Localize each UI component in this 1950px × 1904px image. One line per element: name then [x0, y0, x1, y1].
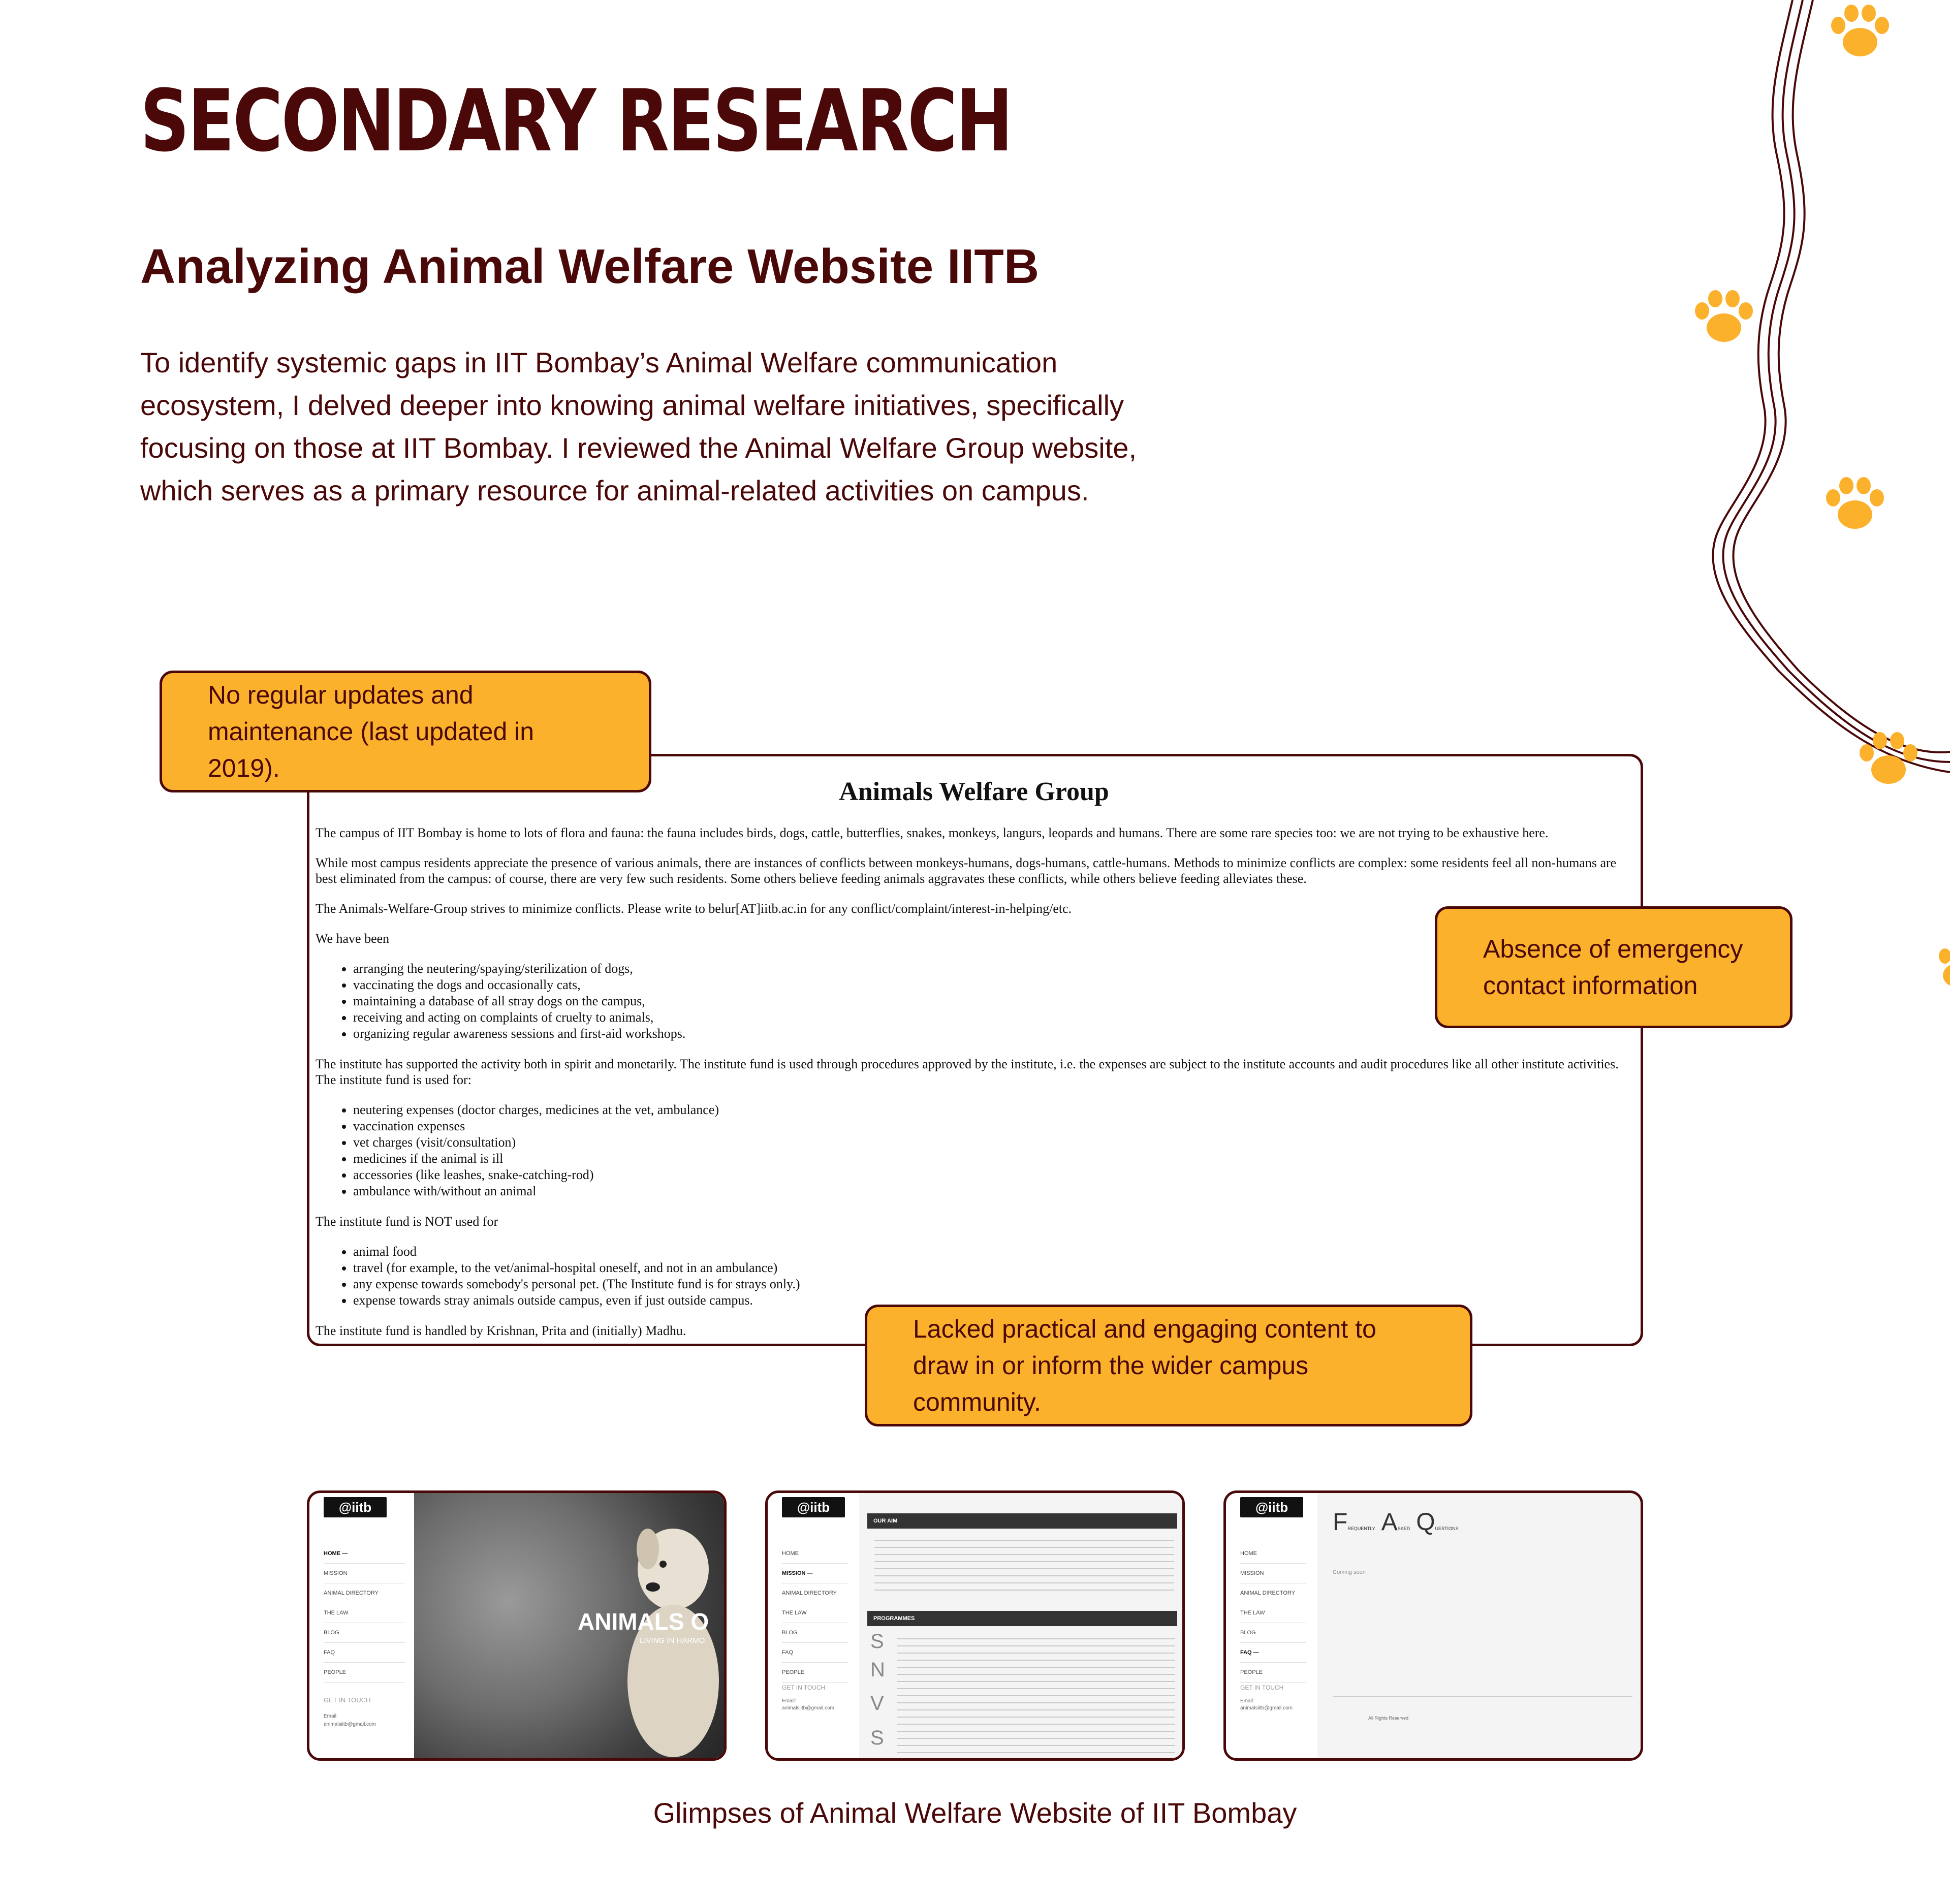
list-item: • animal food [353, 1244, 1634, 1260]
nav-item: ANIMAL DIRECTORY [782, 1583, 848, 1603]
email-label: Email: [782, 1698, 796, 1704]
site-nav [324, 1544, 405, 1683]
faq-word: UESTIONS [1435, 1526, 1459, 1531]
site-logo: @iitb [324, 1497, 387, 1517]
email-text: animalsiitb@gmail.com [324, 1722, 376, 1727]
callout-text: Lacked practical and engaging content to draw in or inform the wider campus community. [913, 1315, 1376, 1416]
decorative-squiggle [1677, 0, 1950, 1016]
footer-rights: All Rights Reserved [1368, 1716, 1409, 1721]
nav-item: BLOG [324, 1623, 405, 1643]
section-bar: OUR AIM [867, 1513, 1177, 1529]
faq-letter: A [1381, 1509, 1398, 1536]
thumbnail-mission [765, 1490, 1185, 1761]
email-label: Email: [1240, 1698, 1254, 1704]
list-item: • ambulance with/without an animal [353, 1183, 1634, 1199]
faq-heading [1333, 1508, 1459, 1536]
nav-item: MISSION [324, 1564, 405, 1583]
nav-item: PEOPLE [782, 1663, 848, 1683]
nav-item: FAQ [324, 1643, 405, 1663]
email-text: animalsiitb@gmail.com [1240, 1705, 1293, 1711]
nav-item: PEOPLE [1240, 1663, 1306, 1683]
list-item: • receiving and acting on complaints of cruelty to animals, [353, 1009, 1634, 1026]
website-paragraph: The campus of IIT Bombay is home to lots of flora and fauna: the fauna includes birds, dogs, cattle, butterflies, snakes, monkeys, langurs, leopards and humans. There are some rare species too: we are not trying to be exhaustive here. [316, 826, 1549, 840]
paw-print-icon [1691, 290, 1757, 345]
list-item: • vaccinating the dogs and occasionally cats, [353, 977, 1634, 993]
get-in-touch-label: GET IN TOUCH [782, 1684, 826, 1691]
get-in-touch-label: GET IN TOUCH [324, 1696, 371, 1704]
site-logo: @iitb [1240, 1497, 1303, 1517]
list-item: • travel (for example, to the vet/animal-hospital oneself, and not in an ambulance) [353, 1260, 1634, 1276]
gallery-caption: Glimpses of Animal Welfare Website of IIT Bombay [653, 1797, 1297, 1829]
placeholder-text-lines [874, 1537, 1174, 1593]
nav-item: ANIMAL DIRECTORY [1240, 1583, 1306, 1603]
email-label: Email: [324, 1713, 338, 1719]
list-item: • expense towards stray animals outside campus, even if just outside campus. [353, 1292, 1634, 1309]
list-item: • medicines if the animal is ill [353, 1151, 1634, 1167]
content-area [859, 1493, 1185, 1761]
callout-content [865, 1305, 1472, 1426]
coming-soon-text: Coming soon [1333, 1569, 1366, 1575]
website-paragraph: The institute has supported the activity both in spirit and monetarily. The institute fund is used through procedures approved by the institute, i.e. the expenses are subject to the institute accounts and audit procedures like all other institute activities. The institute fund is used for: [316, 1057, 1619, 1087]
fund-not-used-list [313, 1244, 1634, 1309]
nav-item: HOME — [324, 1544, 405, 1564]
programme-letter: S [870, 1727, 884, 1749]
website-screenshot [307, 754, 1643, 1346]
page-title: SECONDARY RESEARCH [140, 71, 1012, 171]
list-item: • accessories (like leashes, snake-catching-rod) [353, 1167, 1634, 1183]
nav-item: HOME [782, 1544, 848, 1564]
site-nav [782, 1544, 848, 1683]
section-subtitle: Analyzing Animal Welfare Website IITB [140, 239, 1040, 294]
nav-item: BLOG [1240, 1623, 1306, 1643]
list-item: • vaccination expenses [353, 1118, 1634, 1134]
nav-item: THE LAW [1240, 1603, 1306, 1623]
website-paragraph: We have been [316, 931, 390, 946]
paw-print-icon [1827, 4, 1893, 60]
hero-photo [414, 1493, 727, 1761]
nav-item: ANIMAL DIRECTORY [324, 1583, 405, 1603]
paw-print-icon [1822, 477, 1888, 532]
website-title: Animals Welfare Group [839, 777, 1109, 806]
nav-item: BLOG [782, 1623, 848, 1643]
thumbnail-faq [1223, 1490, 1643, 1761]
list-item: • vet charges (visit/consultation) [353, 1134, 1634, 1151]
intro-paragraph: To identify systemic gaps in IIT Bombay’s Animal Welfare communication ecosystem, I delved deeper into knowing animal welfare initiatives, specifically focusing on those at IIT Bombay. I reviewed the Animal Welfare Group website, which serves as a primary resource for animal-related activities on campus. [140, 346, 1137, 506]
faq-word: SKED [1397, 1526, 1410, 1531]
dog-silhouette-icon [617, 1513, 727, 1757]
email-text: animalsiitb@gmail.com [782, 1705, 834, 1711]
callout-updates [160, 671, 651, 792]
footer-divider [1333, 1696, 1632, 1697]
paw-print-icon [1938, 945, 1950, 991]
programme-letter: N [870, 1659, 885, 1681]
thumbnail-home [307, 1490, 727, 1761]
nav-item: FAQ [782, 1643, 848, 1663]
site-logo: @iitb [782, 1497, 845, 1517]
section-bar: PROGRAMMES [867, 1611, 1177, 1626]
list-item: • organizing regular awareness sessions and first-aid workshops. [353, 1026, 1634, 1042]
placeholder-text-lines [897, 1635, 1175, 1761]
list-item: • maintaining a database of all stray dogs on the campus, [353, 993, 1634, 1009]
callout-text: No regular updates and maintenance (last updated in 2019). [208, 681, 534, 782]
nav-item: HOME [1240, 1544, 1306, 1564]
list-item: • arranging the neutering/spaying/sterilization of dogs, [353, 961, 1634, 977]
hero-title: ANIMALS O [578, 1608, 709, 1635]
site-nav [1240, 1544, 1306, 1683]
fund-used-list [313, 1102, 1634, 1199]
get-in-touch-label: GET IN TOUCH [1240, 1684, 1284, 1691]
nav-item: MISSION [1240, 1564, 1306, 1583]
website-paragraph: The institute fund is handled by Krishnan, Prita and (initially) Madhu. [316, 1323, 686, 1338]
hero-subtitle: LIVING IN HARMO [640, 1636, 705, 1645]
website-paragraph: The institute fund is NOT used for [316, 1214, 498, 1229]
faq-word: REQUENTLY [1347, 1526, 1375, 1531]
programme-letter: V [870, 1692, 884, 1715]
nav-item: THE LAW [324, 1603, 405, 1623]
paw-print-icon [1855, 732, 1922, 787]
website-paragraph: The Animals-Welfare-Group strives to minimize conflicts. Please write to belur[AT]iitb.ac.in for any conflict/complaint/interest-in-helping/etc. [316, 901, 1072, 916]
nav-item: MISSION — [782, 1564, 848, 1583]
website-paragraph: While most campus residents appreciate the presence of various animals, there are instances of conflicts between monkeys-humans, dogs-humans, cattle-humans. Methods to minimize conflicts are complex: some residents feel all non-humans are best eliminated from the campus: of course, there are very few such residents. Some others believe feeding animals aggravates these conflicts, while others believe feeding alleviates these. [316, 855, 1617, 886]
faq-letter: Q [1416, 1509, 1435, 1536]
nav-item: THE LAW [782, 1603, 848, 1623]
callout-text: Absence of emergency contact information [1483, 935, 1743, 1000]
faq-letter: F [1333, 1509, 1348, 1536]
list-item: • neutering expenses (doctor charges, medicines at the vet, ambulance) [353, 1102, 1634, 1118]
nav-item: FAQ — [1240, 1643, 1306, 1663]
list-item: • any expense towards somebody's personal pet. (The Institute fund is for strays only.) [353, 1276, 1634, 1292]
nav-item: PEOPLE [324, 1663, 405, 1683]
callout-emergency [1435, 906, 1792, 1028]
content-area [1317, 1493, 1643, 1761]
programme-letter: S [870, 1630, 884, 1653]
